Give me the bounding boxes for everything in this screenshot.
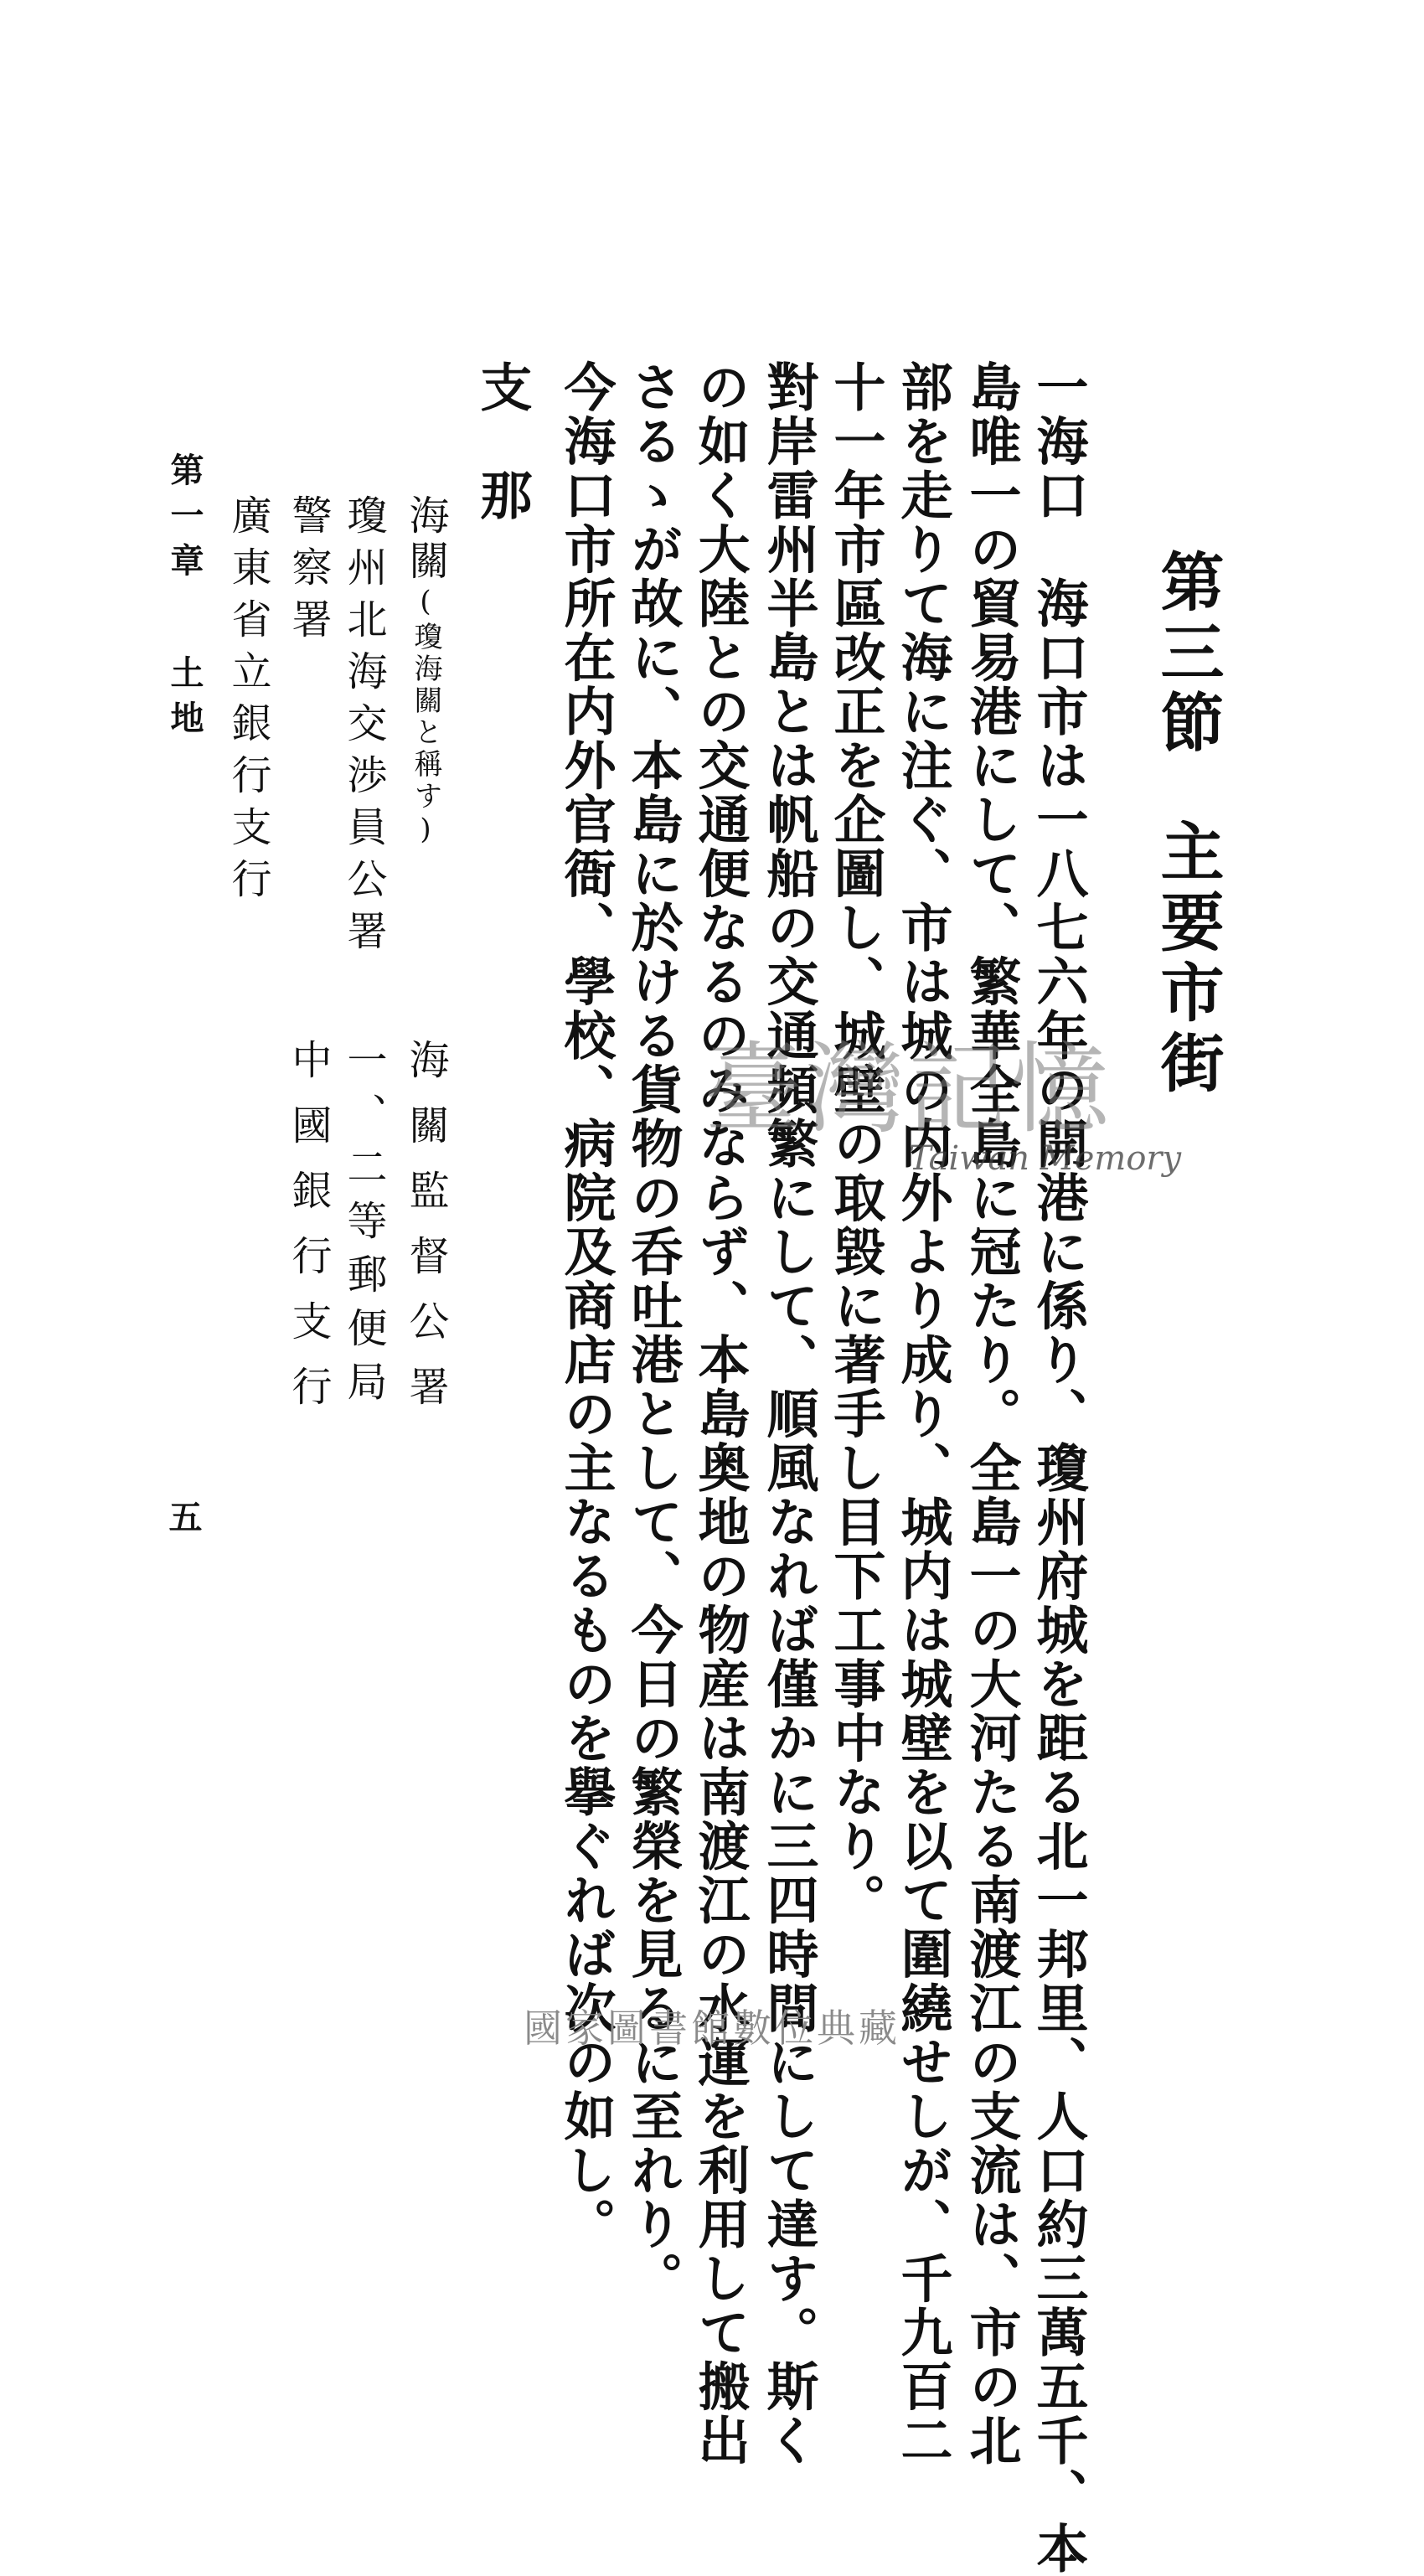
watermark-subtitle: Taiwan Memory <box>909 1139 1182 1178</box>
body-column-1: 一海口 海口市は一八七六年の開港に係り、瓊州府城を距る北一邦里、人口約三萬五千、本 <box>1028 360 1089 2576</box>
institution-customs <box>402 494 449 849</box>
institution-bank-of-china: 中國銀行支行 <box>285 1039 332 1431</box>
country-heading: 支 那 <box>472 360 533 523</box>
section-number: 第三節 <box>1150 549 1225 760</box>
institution-provincial-bank <box>224 494 271 910</box>
institution-post-office: 一、二等郵便局 <box>340 1039 387 1414</box>
institution-note: (瓊海關と稱す) <box>409 585 442 849</box>
body-column-6: の如く大陸との交通便なるのみならず、本島奥地の物産は南渡江の水運を利用して搬出 <box>689 360 751 2468</box>
chapter-subject: 土地 <box>165 655 204 746</box>
institution-customs-superintendent: 海關監督公署 <box>402 1039 449 1431</box>
footer-credit: 國家圖書館數位典藏 <box>524 2006 900 2051</box>
body-column-5: 對岸雷州半島とは帆船の交通頻繁にして、順風なれば僅かに三四時間にして達す。斯く <box>758 360 819 2468</box>
chapter-number: 第一章 <box>165 452 204 588</box>
running-head <box>165 452 204 746</box>
institution-name: 海關 <box>402 494 449 585</box>
body-column-4: 十一年市區改正を企圖し、城壁の取毀に著手し目下工事中なり。 <box>825 360 886 1928</box>
institution-name: 警察署 <box>285 494 332 650</box>
body-column-7: さるゝが故に、本島に於ける貨物の呑吐港として、今日の繁榮を見るに至れり。 <box>622 360 684 2305</box>
body-column-3: 部を走りて海に注ぐ、市は城の内外より成り、城内は城壁を以て圍繞せしが、千九百二 <box>892 360 953 2468</box>
section-heading <box>1150 549 1225 1100</box>
body-column-2: 島唯一の貿易港にして、繁華全島に冠たり。全島一の大河たる南渡江の支流は、市の北 <box>961 360 1022 2468</box>
institution-police <box>285 494 332 650</box>
institution-name: 瓊州北海交渉員公署 <box>340 494 387 962</box>
page-number: 五 <box>163 1500 203 1533</box>
institution-commissioner-office <box>340 494 387 962</box>
institution-name: 廣東省立銀行支行 <box>224 494 271 910</box>
watermark-logo: 臺灣記憶 <box>704 1031 1113 1147</box>
section-title: 主要市街 <box>1150 818 1225 1100</box>
body-column-8: 今海口市所在内外官衙、學校、病院及商店の主なるものを擧ぐれば次の如し。 <box>555 360 617 2252</box>
